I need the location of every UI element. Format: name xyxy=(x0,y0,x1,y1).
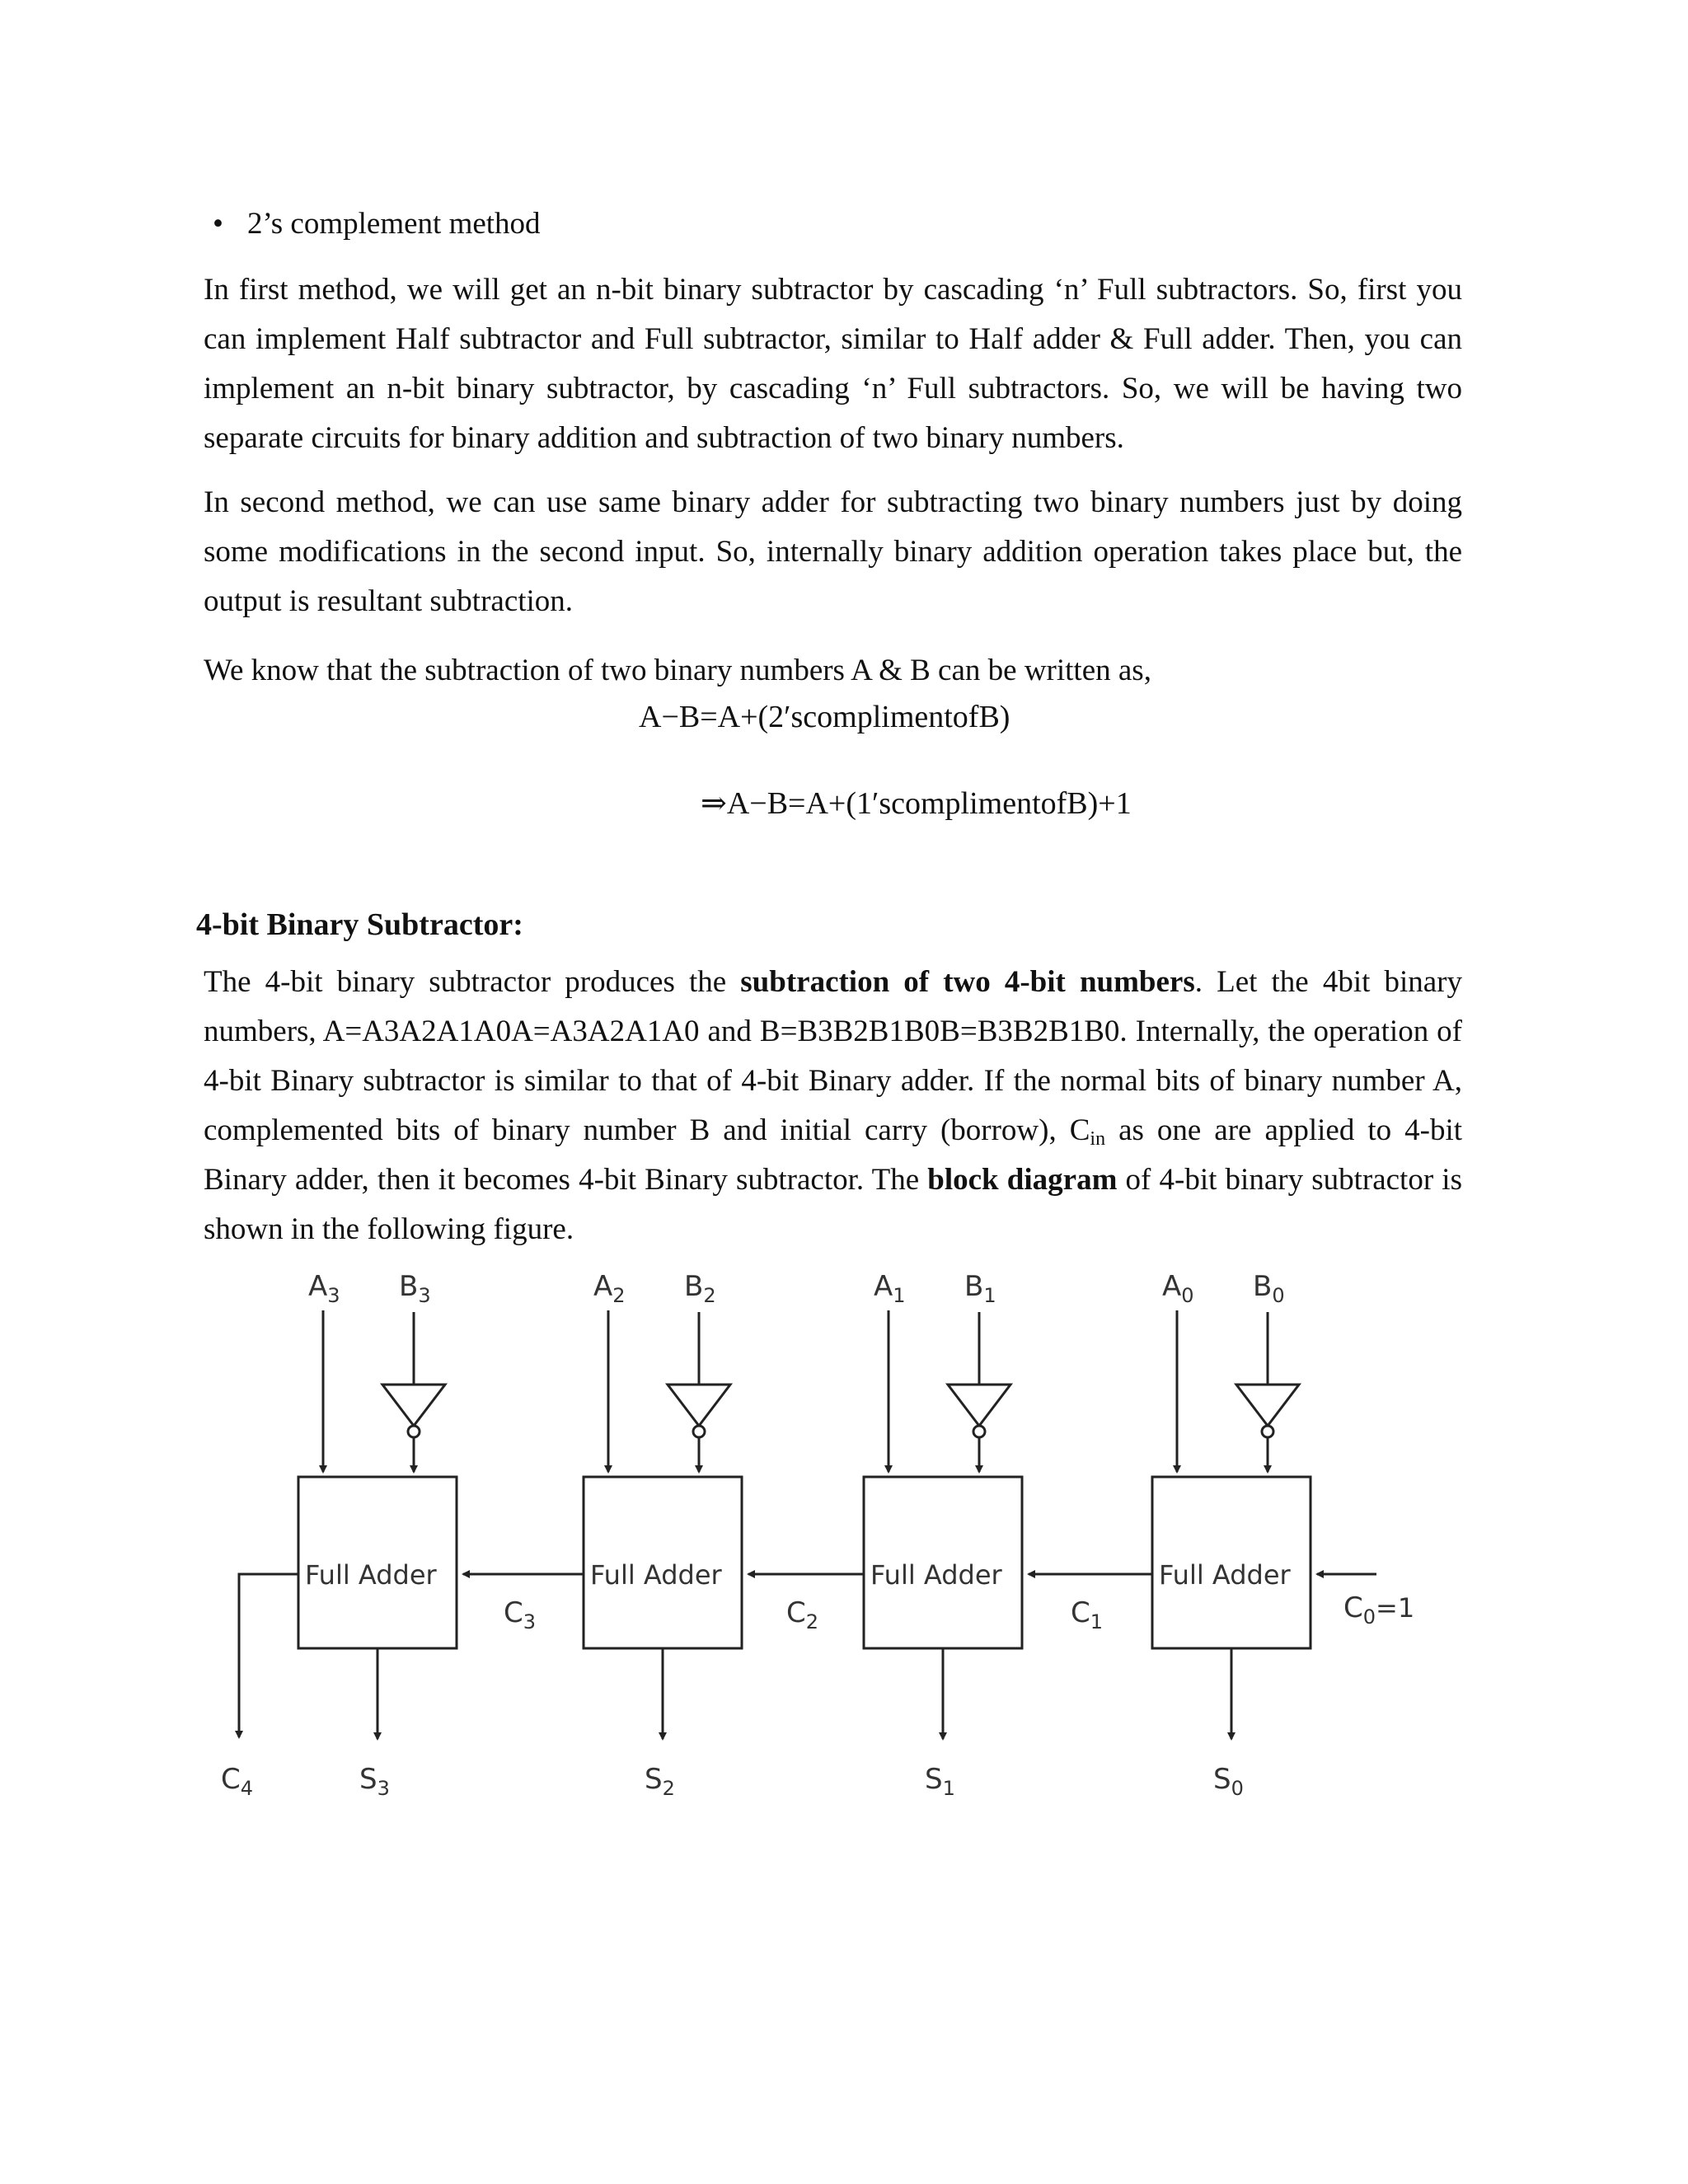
para4-subscript: in xyxy=(1090,1128,1106,1150)
paragraph-second-method: In second method, we can use same binary adder for subtracting two binary numbers just by doing some modifications in the second input. So, internally binary addition operation takes place but, the output is resultant subtraction. xyxy=(204,485,1462,618)
bullet-dot: • xyxy=(213,207,223,241)
carry-out-arrow xyxy=(239,1574,298,1737)
paragraph-4bit-subtractor xyxy=(204,958,1462,1254)
not-gate-bubble xyxy=(1262,1426,1273,1437)
para4-text-3: as one are applied to 4-bit Binary adder, then it becomes 4-bit Binary subtractor. The xyxy=(204,1113,1462,1197)
carry-in-label: $C_0=1$ xyxy=(1343,1591,1415,1629)
para4-bold-2: block diagram xyxy=(927,1163,1118,1197)
para4-text-4: of 4-bit binary subtractor is shown in the following figure. xyxy=(204,1163,1462,1246)
para4-bold-1: subtraction of two 4-bit numbers xyxy=(740,965,1195,999)
sum-output-label: $S_2$ xyxy=(645,1763,675,1800)
full-adder-label: Full Adder xyxy=(305,1559,437,1591)
full-adder-label: Full Adder xyxy=(1159,1559,1291,1591)
input-a-label: $A_3$ xyxy=(308,1270,340,1307)
input-b-label: $B_0$ xyxy=(1253,1270,1285,1307)
not-gate-triangle xyxy=(382,1385,445,1426)
paragraph-first-method: In first method, we will get an n-bit binary subtractor by cascading ‘n’ Full subtractors. So, first you can implement Half subtractor and Full subtractor, similar to Half adder & Full adder. Then, you can implement an n-bit binary subtractor, by cascading ‘n’ Full subtractors. So, we will be having two separate circuits for binary addition and subtraction of two binary numbers. xyxy=(204,273,1462,455)
not-gate-bubble xyxy=(973,1426,985,1437)
not-gate-triangle xyxy=(948,1385,1010,1426)
not-gate-bubble xyxy=(408,1426,420,1437)
input-a-label: $A_0$ xyxy=(1162,1270,1194,1307)
full-adder-label: Full Adder xyxy=(870,1559,1002,1591)
input-b-label: $B_2$ xyxy=(684,1270,716,1307)
subtractor-block-diagram xyxy=(206,1261,1459,1821)
not-gate-bubble xyxy=(693,1426,705,1437)
input-a-label: $A_1$ xyxy=(874,1270,906,1307)
not-gate-triangle xyxy=(668,1385,730,1426)
para4-text-1: The 4-bit binary subtractor produces the xyxy=(204,965,741,999)
bullet-text: 2’s complement method xyxy=(247,207,541,241)
sum-output-label: $S_0$ xyxy=(1213,1763,1244,1800)
section-heading: 4-bit Binary Subtractor: xyxy=(196,907,523,942)
equation-twos-complement: A−B=A+(2′scomplimentofB) xyxy=(639,700,1010,734)
input-b-label: $B_3$ xyxy=(399,1270,431,1307)
equation-ones-complement: ⇒A−B=A+(1′scomplimentofB)+1 xyxy=(701,786,1132,821)
sum-output-label: $S_3$ xyxy=(359,1763,390,1800)
carry-label: $C_1$ xyxy=(1071,1596,1104,1633)
paragraph-subtraction-intro: We know that the subtraction of two binary numbers A & B can be written as, xyxy=(204,654,1151,687)
bullet-item xyxy=(213,206,541,241)
para4-text-2: . Let the 4bit binary numbers, A=A3A2A1A0A=A3A2A1A0 and B=B3B2B1B0B=B3B2B1B0. Internally, the operation of 4-bit Binary subtractor is similar to that of 4-bit Binary adder. If the normal bits of binary number A, complemented bits of binary number B and initial carry (borrow), C xyxy=(204,965,1463,1147)
carry-out-label: $C_4$ xyxy=(221,1763,254,1800)
full-adder-label: Full Adder xyxy=(590,1559,722,1591)
carry-label: $C_2$ xyxy=(786,1596,819,1633)
carry-label: $C_3$ xyxy=(504,1596,537,1633)
sum-output-label: $S_1$ xyxy=(925,1763,955,1800)
not-gate-triangle xyxy=(1236,1385,1299,1426)
input-a-label: $A_2$ xyxy=(593,1270,626,1307)
input-b-label: $B_1$ xyxy=(964,1270,996,1307)
